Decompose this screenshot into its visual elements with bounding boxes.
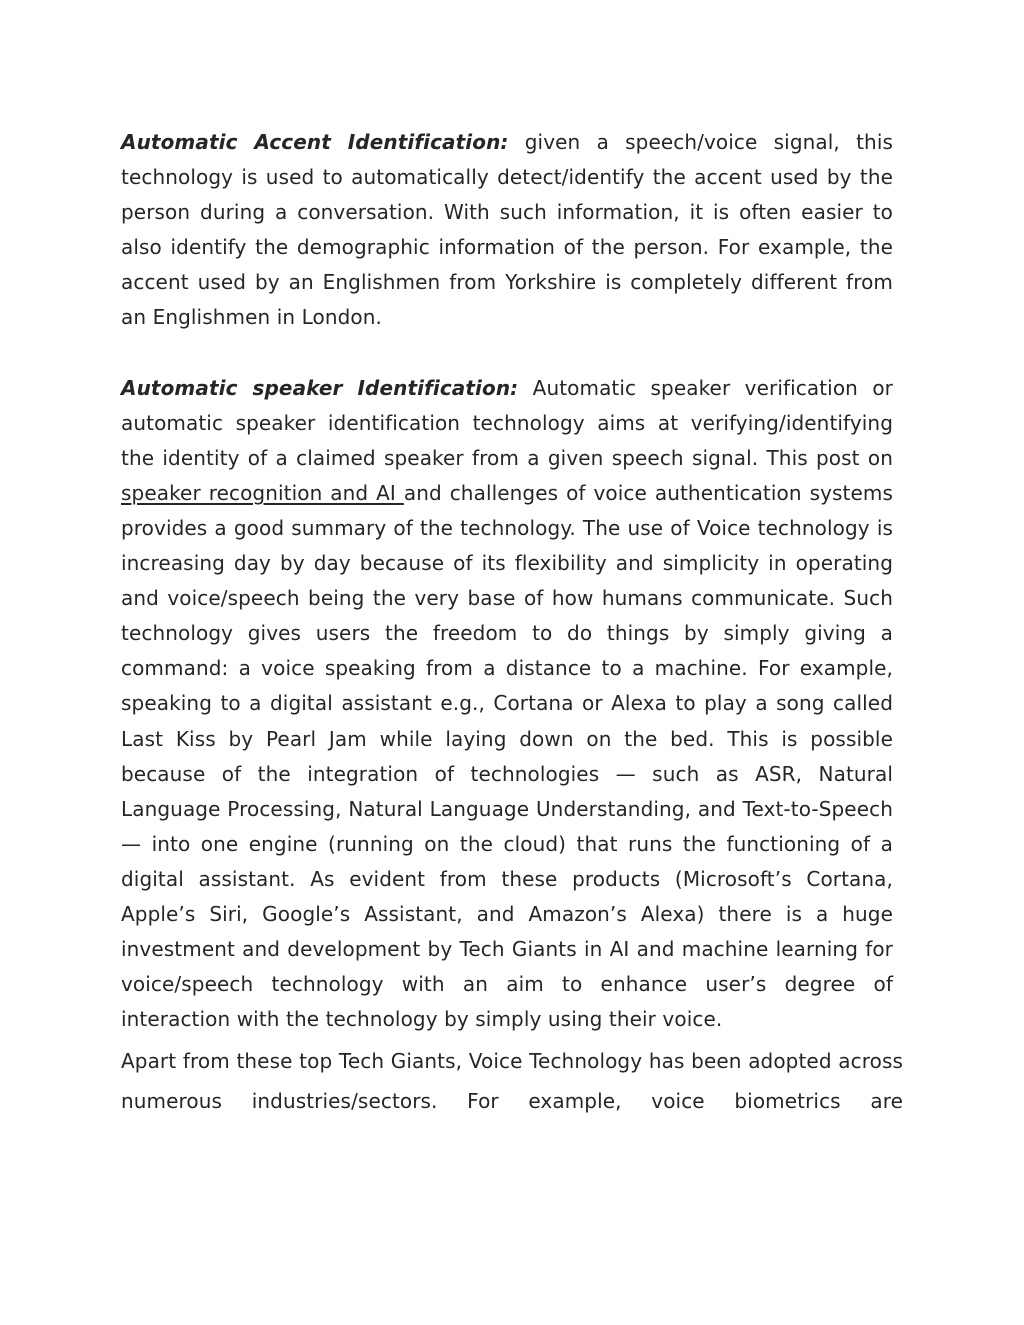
body-speaker-identification-part1: Automatic speaker verification or automatic speaker identification technology aims at verifying/identifying the identity of a claimed speaker from a given speech signal. This post on — [121, 375, 893, 470]
speaker-recognition-link[interactable]: speaker recognition and AI — [121, 480, 404, 505]
paragraph-speaker-identification — [121, 371, 893, 1038]
body-speaker-identification-part2: and challenges of voice authentication systems provides a good summary of the technology. The use of Voice technology is increasing day by day because of its flexibility and simplicity in operating and voice/speech being the very base of how humans communicate. Such technology gives users the freedom to do things by simply giving a command: a voice speaking from a distance to a machine. For example, speaking to a digital assistant e.g., Cortana or Alexa to play a song called Last Kiss by Pearl Jam while laying down on the bed. This is possible because of the integration of technologies — such as ASR, Natural Language Processing, Natural Language Understanding, and Text-to-Speech — into one engine (running on the cloud) that runs the functioning of a digital assistant. As evident from these products (Microsoft’s Cortana, Apple’s Siri, Google’s Assistant, and Amazon’s Alexa) there is a huge investment and development by Tech Giants in AI and machine learning for voice/speech technology with an aim to enhance user’s degree of interaction with the technology by simply using their voice. — [121, 480, 893, 1032]
document-page — [121, 125, 903, 1121]
heading-speaker-identification: Automatic speaker Identification: — [121, 375, 519, 400]
heading-accent-identification: Automatic Accent Identification: — [121, 130, 509, 154]
paragraph-voice-technology-adoption: Apart from these top Tech Giants, Voice Technology has been adopted across numerous industries/sectors. For example, voice biometrics are — [121, 1049, 903, 1114]
paragraph-accent-identification — [121, 125, 893, 336]
paragraph-spacer — [121, 336, 893, 371]
body-accent-identification: given a speech/voice signal, this technology is used to automatically detect/identify the accent used by the person during a conversation. With such information, it is often easier to also identify the demographic information of the person. For example, the accent used by an Englishmen from Yorkshire is completely different from an Englishmen in London. — [121, 130, 894, 330]
